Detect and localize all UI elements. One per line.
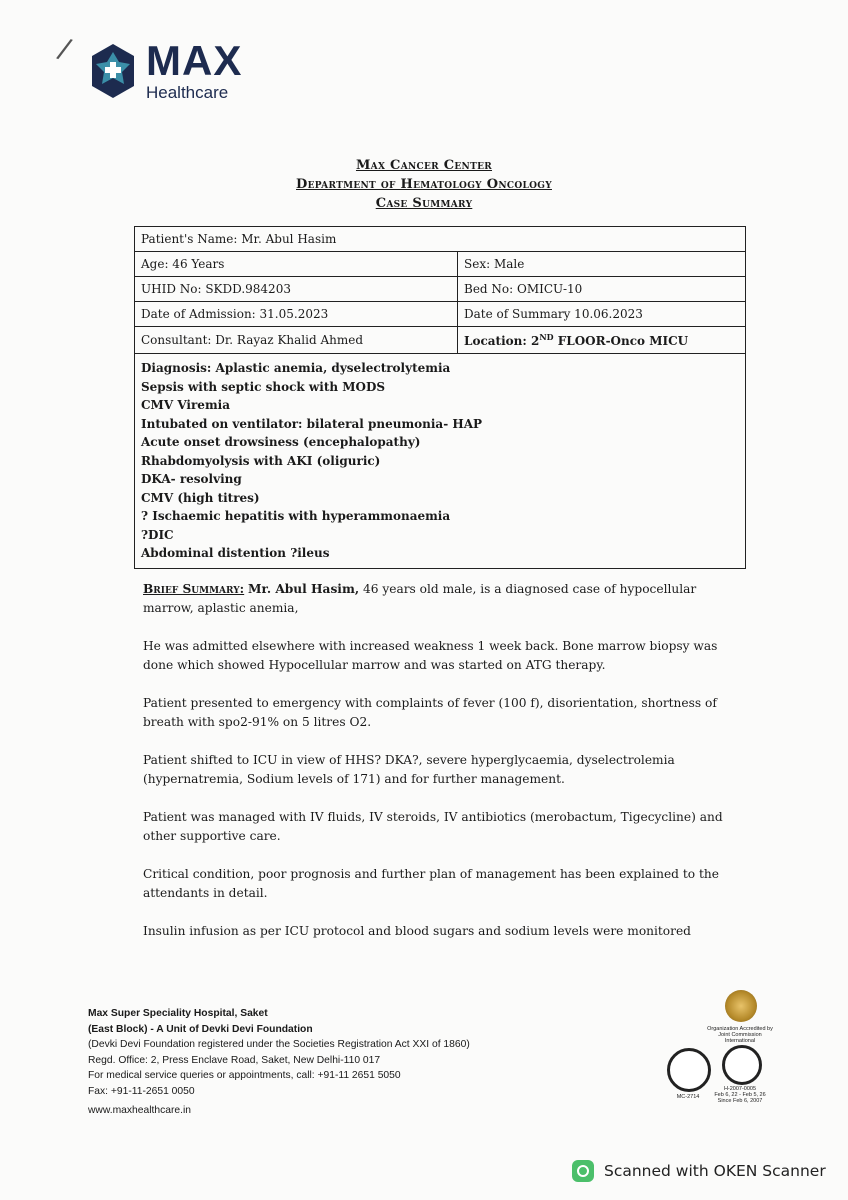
diagnosis-item: Diagnosis: Aplastic anemia, dyselectrolytemia [141,361,451,375]
summary-paragraph: Insulin infusion as per ICU protocol and blood sugars and sodium levels were monitored [143,924,691,938]
document-titles [0,158,848,215]
department-title: Department of Hematology Oncology [296,177,552,192]
patient-uhid: UHID No: SKDD.984203 [135,277,458,302]
summary-date: Date of Summary 10.06.2023 [458,302,746,327]
nabh-text: H-2007-0005 Feb 6, 22 - Feb 5, 26 Since Feb 6, 2007 [714,1086,766,1104]
max-star-icon [90,42,136,100]
summary-patient-name: Mr. Abul Hasim, [248,582,360,596]
summary-intro: Brief Summary: Mr. Abul Hasim, 46 years old male, is a diagnosed case of hypocellular marrow, aplastic anemia, [143,582,697,615]
patient-bed: Bed No: OMICU-10 [458,277,746,302]
footer-address: Regd. Office: 2, Press Enclave Road, Saket, New Delhi-110 017 [88,1054,381,1066]
mc-seal-icon [667,1048,711,1092]
hospital-footer [88,1006,470,1119]
scanner-label: Scanned with OKEN Scanner [604,1162,826,1180]
footer-registration: (Devki Devi Foundation registered under the Societies Registration Act XXI of 1860) [88,1039,470,1050]
nabh-seal-icon [722,1045,762,1085]
patient-info-table [134,226,746,569]
patient-sex: Sex: Male [458,252,746,277]
diagnosis-item: Rhabdomyolysis with AKI (oliguric) [141,453,381,468]
footer-fax: Fax: +91-11-2651 0050 [88,1085,195,1097]
summary-heading: Brief Summary: [143,582,245,596]
diagnosis-item: DKA- resolving [141,472,242,486]
brief-summary [143,580,739,960]
diagnosis-item: Acute onset drowsiness (encephalopathy) [141,435,421,449]
diagnosis-item: ?DIC [141,527,174,542]
logo-wordmark: MAX [146,37,243,84]
logo-subtitle: Healthcare [146,83,229,102]
footer-website[interactable]: www.maxhealthcare.in [88,1105,192,1116]
patient-age: Age: 46 Years [135,252,458,277]
summary-paragraph: Patient presented to emergency with complaints of fever (100 f), disorientation, shortness of breath with spo2-91% on 5 litres O2. [143,696,717,729]
location: Location: 2ND FLOOR-Onco MICU [458,327,746,354]
diagnosis-item: Sepsis with septic shock with MODS [141,379,386,394]
diagnosis-item: Intubated on ventilator: bilateral pneumonia- HAP [141,416,483,431]
diagnosis-item: CMV Viremia [141,398,230,412]
consultant: Consultant: Dr. Rayaz Khalid Ahmed [135,327,458,354]
mc-code: MC-2714 [676,1094,700,1100]
footer-unit: (East Block) - A Unit of Devki Devi Foundation [88,1023,313,1035]
pen-mark: / [54,31,75,66]
scanner-icon [572,1160,594,1182]
patient-name: Patient's Name: Mr. Abul Hasim [135,227,746,252]
footer-hospital-name: Max Super Speciality Hospital, Saket [88,1008,268,1019]
scanner-watermark [572,1160,826,1182]
summary-paragraph: Patient was managed with IV fluids, IV steroids, IV antibiotics (merobactum, Tigecycline) and other supportive care. [143,810,723,843]
summary-paragraph: He was admitted elsewhere with increased weakness 1 week back. Bone marrow biopsy was done which showed Hypocellular marrow and was started on ATG therapy. [143,639,718,672]
max-healthcare-logo [90,37,243,102]
jci-seal-icon [725,990,757,1022]
admission-date: Date of Admission: 31.05.2023 [135,302,458,327]
diagnosis-item: Abdominal distention ?ileus [141,546,330,560]
diagnosis-item: ? Ischaemic hepatitis with hyperammonaemia [141,509,451,523]
accreditation-text: Organization Accredited by Joint Commission International [707,1026,773,1044]
summary-paragraph: Critical condition, poor prognosis and further plan of management has been explained to the attendants in detail. [143,867,719,900]
diagnosis-list [135,354,746,569]
document-title: Case Summary [375,196,473,211]
summary-paragraph: Patient shifted to ICU in view of HHS? DKA?, severe hyperglycaemia, dyselectrolemia (hypernatremia, Sodium levels of 171) and for further management. [143,753,675,786]
diagnosis-item: CMV (high titres) [141,490,260,505]
footer-phone: For medical service queries or appointments, call: +91-11 2651 5050 [88,1070,401,1081]
center-title: Max Cancer Center [355,158,493,173]
